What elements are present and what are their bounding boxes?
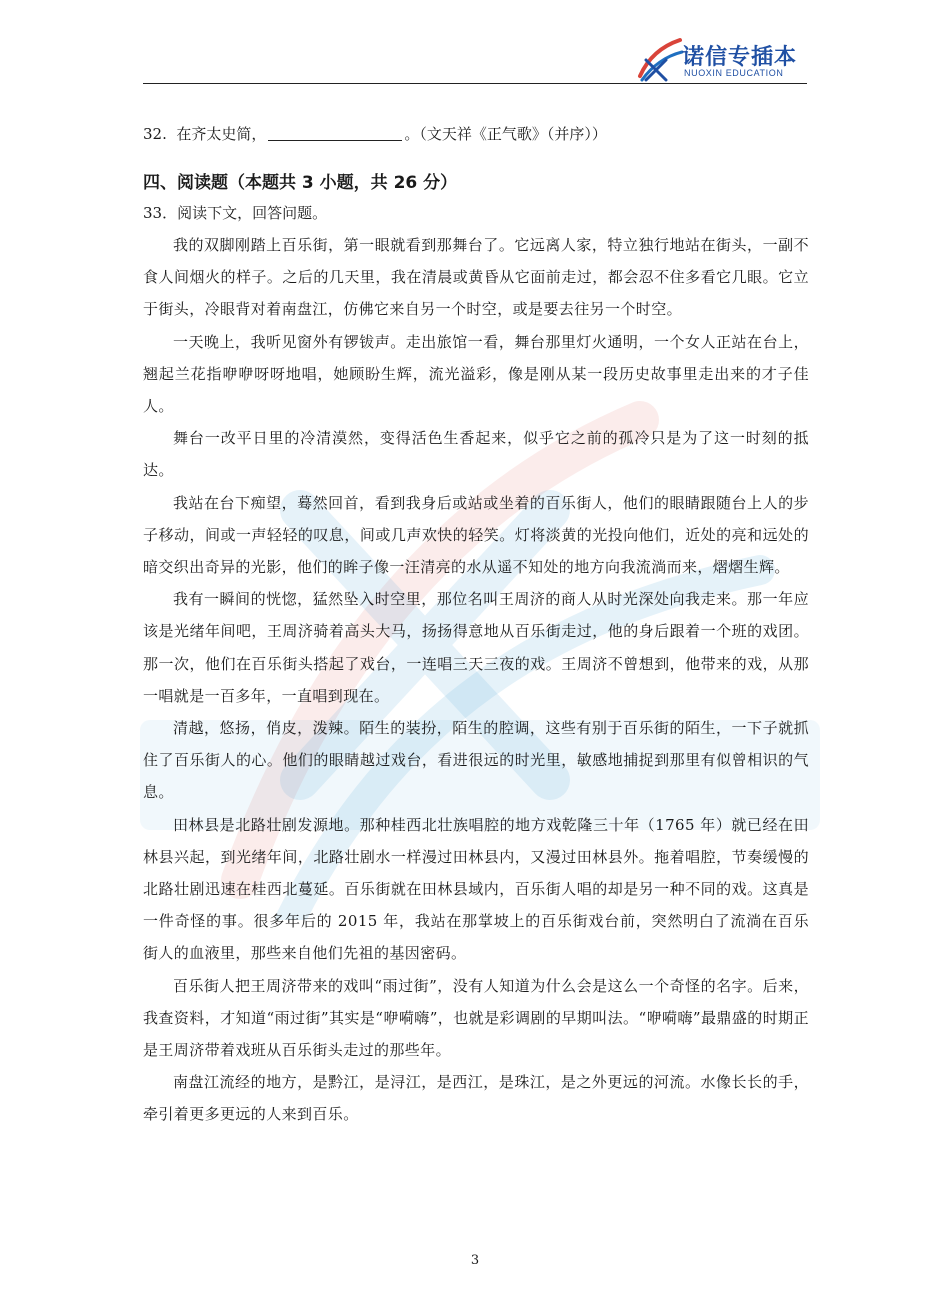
page-content (143, 118, 809, 1131)
passage-paragraph: 一天晚上，我听见窗外有锣钹声。走出旅馆一看，舞台那里灯火通明，一个女人正站在台上，翘起兰花指咿咿呀呀地唱，她顾盼生辉，流光溢彩，像是刚从某一段历史故事里走出来的才子佳人。 (143, 332, 809, 416)
page-number: 3 (470, 1253, 480, 1268)
passage-paragraph: 清越，悠扬，俏皮，泼辣。陌生的装扮，陌生的腔调，这些有别于百乐街的陌生，一下子就抓住了百乐街人的心。他们的眼睛越过戏台，看进很远的时光里，敏感地捕捉到那里有似曾相识的气息。 (143, 719, 809, 802)
logo-text-en: NUOXIN EDUCATION (684, 68, 784, 78)
question-text-before: 在齐太史简， (176, 125, 267, 143)
passage-paragraph: 我的双脚刚踏上百乐街，第一眼就看到那舞台了。它远离人家，特立独行地站在街头，一副不食人间烟火的样子。之后的几天里，我在清晨或黄昏从它面前走过，都会忍不住多看它几眼。它立于街头，冷眼背对着南盘江，仿佛它来自另一个时空，或是要去往另一个时空。 (143, 236, 809, 319)
passage-paragraph: 我站在台下痴望，蓦然回首，看到我身后或站或坐着的百乐街人，他们的眼睛跟随台上人的步子移动，间或一声轻轻的叹息，间或几声欢快的轻笑。灯将淡黄的光投向他们，近处的亮和远处的暗交织出奇异的光影，他们的眸子像一汪清亮的水从遥不知处的地方向我流淌而来，熠熠生辉。 (143, 493, 809, 577)
passage-paragraph: 舞台一改平日里的冷清漠然，变得活色生香起来，似乎它之前的孤冷只是为了这一时刻的抵达。 (143, 429, 809, 480)
logo-text-cn: 诺信专插本 (682, 45, 798, 70)
logo-mark-icon (636, 36, 684, 82)
passage-paragraph: 田林县是北路壮剧发源地。那种桂西北壮族唱腔的地方戏乾隆三十年（1765 年）就已经在田林县兴起，到光绪年间，北路壮剧水一样漫过田林县内，又漫过田林县外。拖着唱腔，节奏缓慢的北路壮剧迅速在桂西北蔓延。百乐街就在田林县域内，百乐街人唱的却是另一种不同的戏。这真是一件奇怪的事。很多年后的 2015 年，我站在那掌坡上的百乐街戏台前，突然明白了流淌在百乐街人的血液里，那些来自他们先祖的基因密码。 (143, 815, 809, 963)
section-title: 四、阅读题（本题共 3 小题，共 26 分） (143, 173, 458, 193)
answer-blank (268, 125, 402, 141)
reading-passage (143, 229, 809, 1131)
brand-logo (636, 36, 811, 82)
passage-paragraph: 百乐街人把王周济带来的戏叫“雨过街”，没有人知道为什么会是这么一个奇怪的名字。后来，我查资料，才知道“雨过街”其实是“咿嗬嗨”，也就是彩调剧的早期叫法。“咿嗬嗨”最鼎盛的时期正是王周济带着戏班从百乐街头走过的那些年。 (143, 976, 809, 1060)
question-number: 32. (143, 125, 167, 143)
question-text-after: 。（文天祥《正气歌》（并序）） (404, 125, 607, 143)
passage-paragraph: 我有一瞬间的恍惚，猛然坠入时空里，那位名叫王周济的商人从时光深处向我走来。那一年应该是光绪年间吧，王周济骑着高头大马，扬扬得意地从百乐街走过，他的身后跟着一个班的戏团。那一次，他们在百乐街头搭起了戏台，一连唱三天三夜的戏。王周济不曾想到，他带来的戏，从那一唱就是一百多年，一直唱到现在。 (143, 590, 809, 705)
question-32 (143, 118, 809, 150)
passage-paragraph: 南盘江流经的地方，是黔江，是浔江，是西江，是珠江，是之外更远的河流。水像长长的手，牵引着更多更远的人来到百乐。 (143, 1073, 809, 1124)
header-divider (143, 83, 807, 84)
question-33-prompt: 33．阅读下文，回答问题。 (143, 204, 328, 222)
